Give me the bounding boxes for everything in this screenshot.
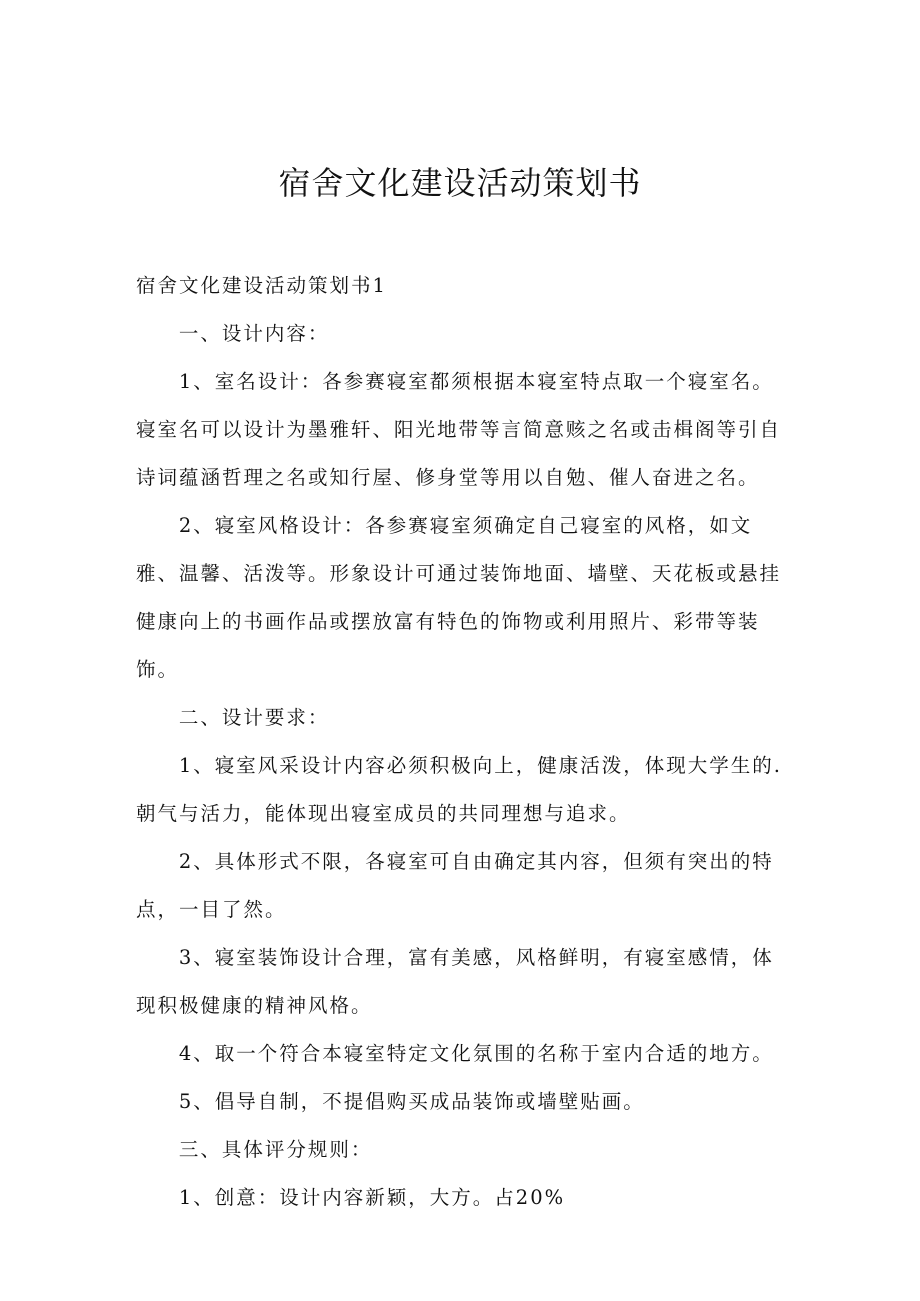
section-heading-design-requirements: 二、设计要求： [178,706,330,729]
document-body [136,262,786,1222]
paragraph-requirement-2: 2、具体形式不限，各寝室可自由确定其内容，但须有突出的特点，一目了然。 [136,850,774,921]
paragraph-scoring-1: 1、创意：设计内容新颖，大方。占20% [178,1186,566,1209]
paragraph-requirement-5: 5、倡导自制，不提倡购买成品装饰或墙壁贴画。 [178,1090,645,1113]
paragraph-requirement-1: 1、寝室风采设计内容必须积极向上，健康活泼，体现大学生的.朝气与活力，能体现出寝室成员的共同理想与追求。 [136,754,782,825]
paragraph-requirement-3: 3、寝室装饰设计合理，富有美感，风格鲜明，有寝室感情，体现积极健康的精神风格。 [136,946,774,1017]
document-subtitle: 宿舍文化建设活动策划书1 [136,274,387,297]
paragraph-room-name-design: 1、室名设计：各参赛寝室都须根据本寝室特点取一个寝室名。寝室名可以设计为墨雅轩、阳光地带等言简意赅之名或击楫阁等引自诗词蕴涵哲理之名或知行屋、修身堂等用以自勉、催人奋进之名。 [136,370,782,489]
paragraph-room-style-design: 2、寝室风格设计：各参赛寝室须确定自己寝室的风格，如文雅、温馨、活泼等。形象设计可通过装饰地面、墙壁、天花板或悬挂健康向上的书画作品或摆放富有特色的饰物或利用照片、彩带等装饰。 [136,514,782,681]
section-heading-scoring-rules: 三、具体评分规则： [178,1138,373,1161]
paragraph-requirement-4: 4、取一个符合本寝室特定文化氛围的名称于室内合适的地方。 [178,1042,774,1065]
document-title: 宿舍文化建设活动策划书 [278,164,642,202]
section-heading-design-content: 一、设计内容： [178,322,330,345]
